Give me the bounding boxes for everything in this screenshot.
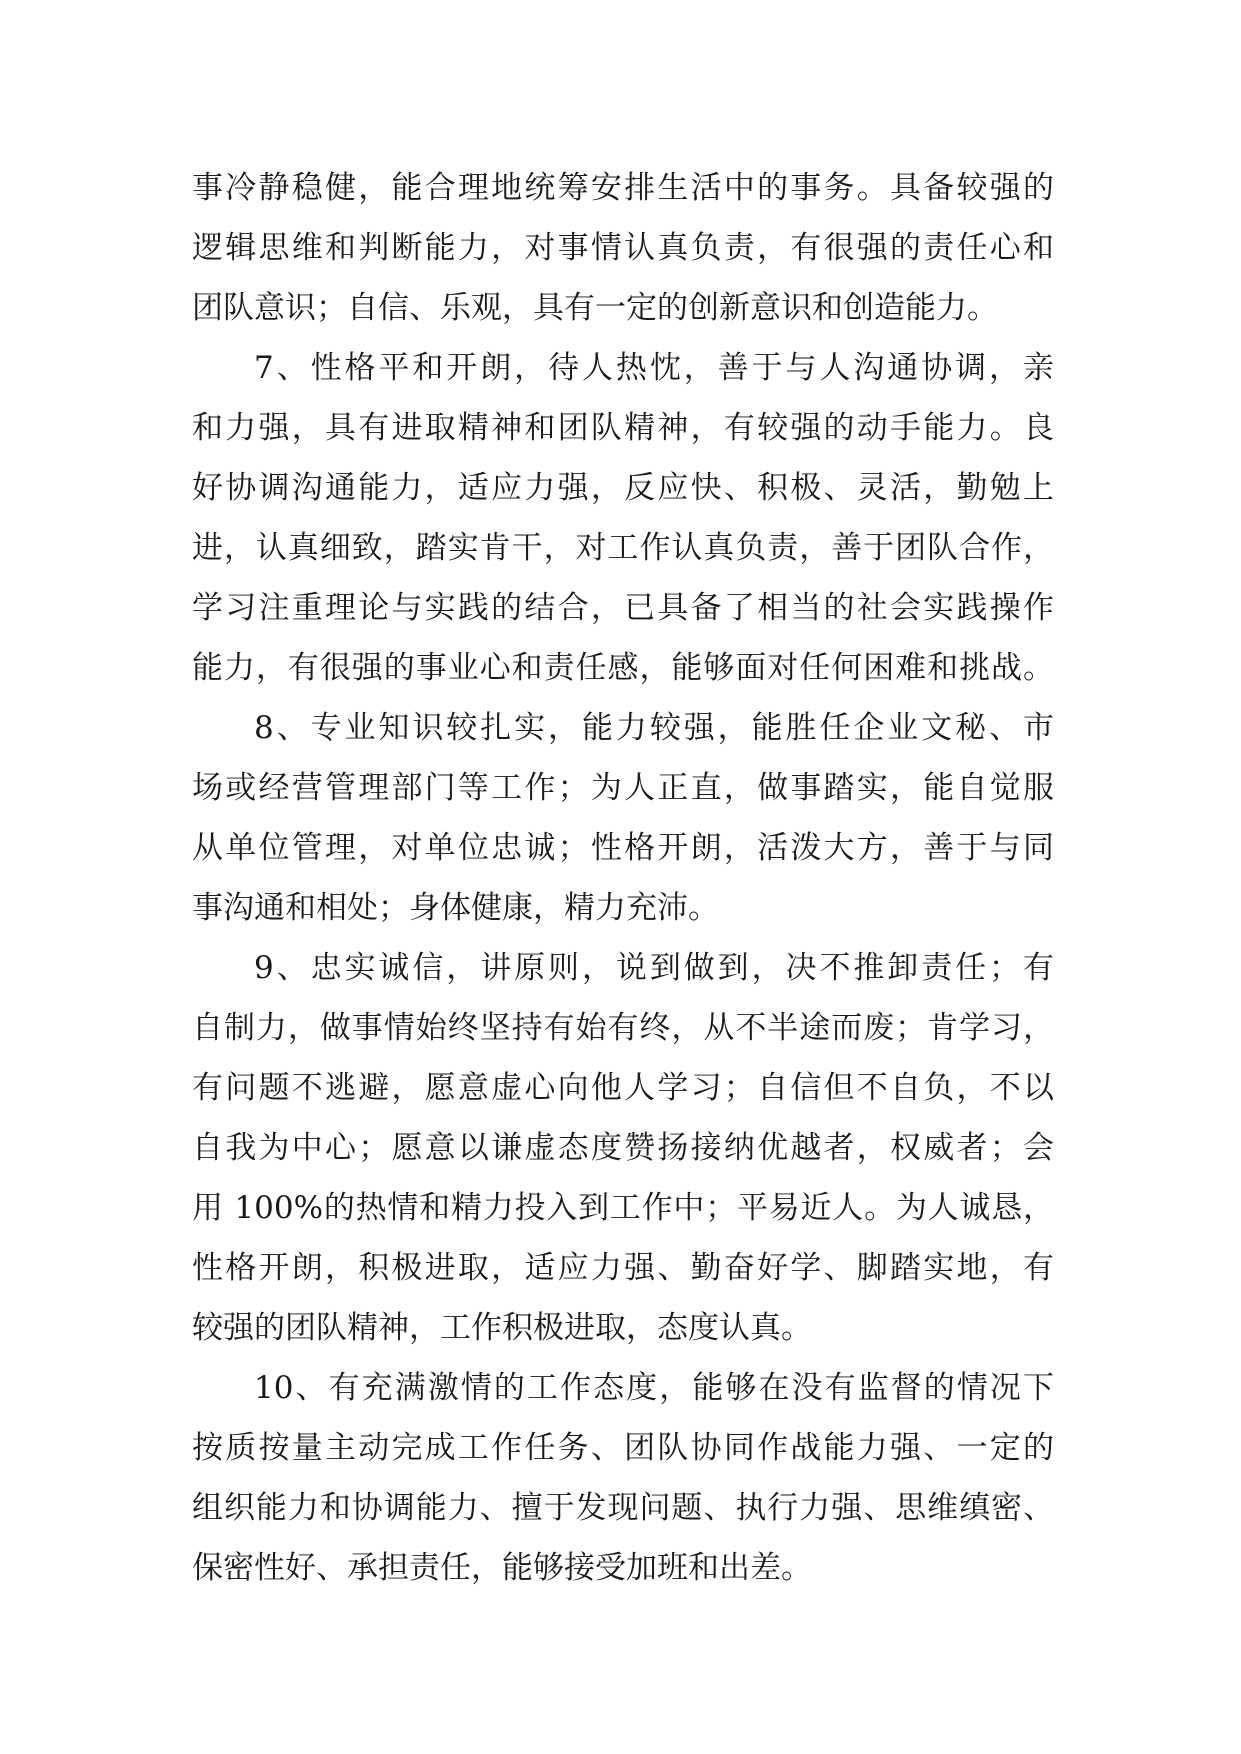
text-line: 能力，有很强的事业心和责任感，能够面对任何困难和挑战。 <box>192 650 1054 686</box>
text-line: 团队意识；自信、乐观，具有一定的创新意识和创造能力。 <box>192 290 998 326</box>
text-line: 进，认真细致，踏实肯干，对工作认真负责，善于团队合作， <box>192 530 1054 566</box>
text-line: 好协调沟通能力，适应力强，反应快、积极、灵活，勤勉上 <box>192 470 1054 506</box>
text-line: 自我为中心；愿意以谦虚态度赞扬接纳优越者，权威者；会 <box>192 1130 1054 1166</box>
text-line: 和力强，具有进取精神和团队精神，有较强的动手能力。良 <box>192 410 1054 446</box>
document-body <box>192 158 1054 1598</box>
text-line: 性格开朗，积极进取，适应力强、勤奋好学、脚踏实地，有 <box>192 1250 1054 1286</box>
text-line: 事冷静稳健，能合理地统筹安排生活中的事务。具备较强的 <box>192 170 1054 206</box>
paragraph-7 <box>192 338 1054 698</box>
paragraph-9 <box>192 938 1054 1358</box>
text-line: 有问题不逃避，愿意虚心向他人学习；自信但不自负，不以 <box>192 1070 1054 1106</box>
text-line: 7、性格平和开朗，待人热忱，善于与人沟通协调，亲 <box>254 350 1054 386</box>
text-line: 事沟通和相处；身体健康，精力充沛。 <box>192 890 719 926</box>
text-line: 较强的团队精神，工作积极进取，态度认真。 <box>192 1310 812 1346</box>
paragraph-continuation <box>192 158 1054 338</box>
text-line: 学习注重理论与实践的结合，已具备了相当的社会实践操作 <box>192 590 1054 626</box>
text-line: 逻辑思维和判断能力，对事情认真负责，有很强的责任心和 <box>192 230 1054 266</box>
paragraph-8 <box>192 698 1054 938</box>
text-line: 8、专业知识较扎实，能力较强，能胜任企业文秘、市 <box>254 710 1054 746</box>
text-line: 按质按量主动完成工作任务、团队协同作战能力强、一定的 <box>192 1430 1054 1466</box>
text-line: 从单位管理，对单位忠诚；性格开朗，活泼大方，善于与同 <box>192 830 1054 866</box>
text-line: 用 100%的热情和精力投入到工作中；平易近人。为人诚恳， <box>192 1190 1054 1226</box>
text-line: 9、忠实诚信，讲原则，说到做到，决不推卸责任；有 <box>254 950 1054 986</box>
text-line: 10、有充满激情的工作态度，能够在没有监督的情况下 <box>254 1370 1054 1406</box>
text-line: 保密性好、承担责任，能够接受加班和出差。 <box>192 1550 812 1586</box>
text-line: 自制力，做事情始终坚持有始有终，从不半途而废；肯学习， <box>192 1010 1054 1046</box>
text-line: 场或经营管理部门等工作；为人正直，做事踏实，能自觉服 <box>192 770 1054 806</box>
paragraph-10 <box>192 1358 1054 1598</box>
text-line: 组织能力和协调能力、擅于发现问题、执行力强、思维缜密、 <box>192 1490 1054 1526</box>
